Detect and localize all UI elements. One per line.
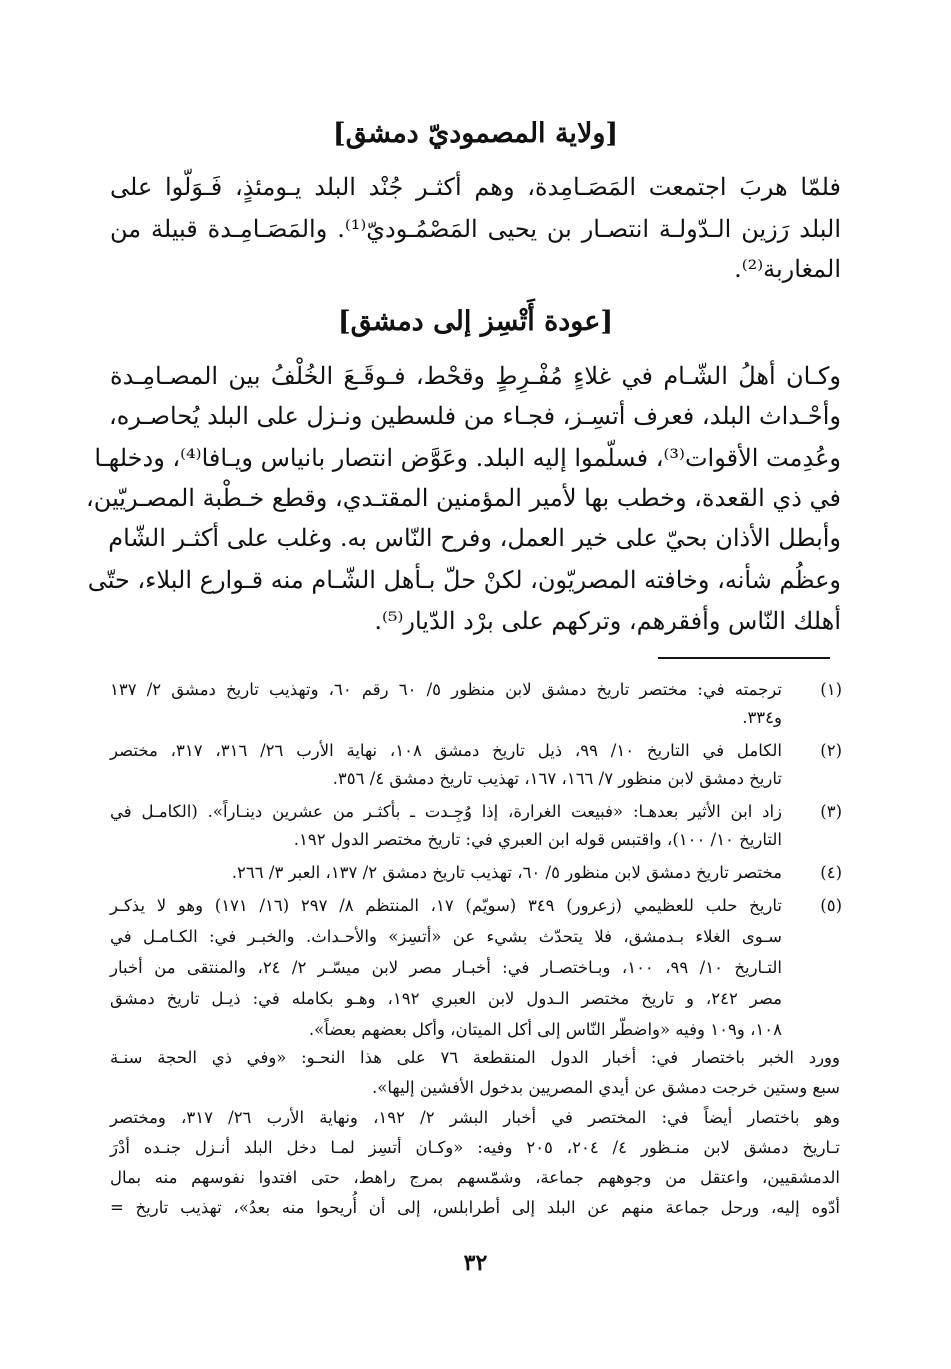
body-line: البلد رَزين الـدّولـة انتصـار بن يحيى المَصْمُـوديّ⁽¹⁾. والمَصَـامِـدة قبيلة من: [110, 215, 842, 243]
body-line: فلمّا هربَ اجتمعت المَصَـامِدة، وهم أكثـر جُنْد البلد يـومئذٍ، فَـوَلّوا على: [110, 173, 841, 201]
page-number: ٣٢: [463, 1250, 488, 1276]
footnote-continuation-line: سبع وستين خرجت دمشق عن أيدي المصريين بدخول الأفشين إليها».: [372, 1078, 840, 1097]
body-line: وكـان أهلُ الشّـام في غلاءٍ مُفْـرِطٍ وقحْط، فـوقَـعَ الخُلْفُ بين المصـامِـدة: [110, 362, 841, 390]
footnote-line: ترجمته في: مختصر تاريخ دمشق لابن منظور ٥/ ٦٠ رقم ٦٠، وتهذيب تاريخ دمشق ٢/ ١٣٧: [110, 680, 782, 699]
footnote-line: تاريخ حلب للعظيمي (زعرور) ٣٤٩ (سويّم) ١٧، المنتظم ٨/ ٢٩٧ (١٦/ ١٧١) وهو لا يذكـر: [110, 896, 782, 915]
footnote-number: (٣): [820, 802, 842, 821]
footnote-continuation-line: الدمشقيين، واعتقل من وجوههم جماعة، وشمّسهم بمرج راهط، حتى افتدوا نفوسهم منه بمال: [110, 1168, 840, 1187]
section-title-1: [ولاية المصموديّ دمشق]: [332, 118, 619, 149]
footnote-continuation-line: تـاريخ دمشق لابن منـظور ٤/ ٢٠٤، ٢٠٥ وفيه: «وكـان أتسِز لمـا دخل البلد أنـزل جنـده أدْرَ: [110, 1138, 840, 1157]
footnote-line: مصر ٢٤٢، و تاريخ مختصر الـدول لابن العبري ١٩٢، وهـو بكامله في: ذيـل تاريخ دمشق: [110, 989, 783, 1008]
footnote-line: زاد ابن الأثير بعدهـا: «فبيعت الغرارة، إذا وُجِـدت ـ بأكثـر من عشرين دينـاراً». (الكامـل في: [110, 802, 782, 821]
body-line: وأبطل الأذان بحيّ على خير العمل، وفرح النّاس به. وغلب على أكثـر الشّام: [108, 524, 841, 552]
footnote-number: (٤): [820, 863, 842, 882]
body-line: المغاربة⁽²⁾.: [734, 255, 841, 283]
footnote-line: تاريخ دمشق لابن منظور ٧/ ١٦٦، ١٦٧، تهذيب تاريخ دمشق ٤/ ٣٥٦.: [332, 769, 782, 788]
footnote-line: التـاريخ ١٠/ ٩٩، ١٠٠، وبـاختصـار في: أخبـار مصر لابن ميسّـر ٢/ ٢٤، والمنتقى من أخبار: [110, 958, 782, 977]
body-line: وعُدِمت الأقوات⁽³⁾، فسلّموا إليه البلد. وعَوَّض انتصار بانياس ويـافا⁽⁴⁾، ودخلهـا: [94, 444, 841, 472]
body-line: في ذي القعدة، وخطب بها لأمير المؤمنين المقتـدي، وقطع خـطْبة المصـريّين،: [86, 484, 841, 512]
footnote-line: الكامل في التاريخ ١٠/ ٩٩، ذيل تاريخ دمشق ١٠٨، نهاية الأرب ٢٦/ ٣١٦، ٣١٧، مختصر: [110, 741, 782, 760]
footnote-number: (٢): [820, 741, 842, 760]
footnote-line: مختصر تاريخ دمشق لابن منظور ٥/ ٦٠، تهذيب تاريخ دمشق ٢/ ١٣٧، العبر ٣/ ٢٦٦.: [231, 863, 782, 882]
footnote-line: و٣٣٤.: [742, 708, 782, 727]
footnote-continuation-line: وهو باختصار أيضاً في: المختصر في أخبار البشر ٢/ ١٩٢، ونهاية الأرب ٢٦/ ٣١٧، ومختصر: [110, 1108, 841, 1127]
footnote-line: التاريخ ١٠/ ١٠٠)، واقتبس قوله ابن العبري في: تاريخ مختصر الدول ١٩٢.: [293, 830, 782, 849]
footnote-number: (٥): [820, 896, 842, 915]
footnote-continuation-line: أدّوه إليه، ورحل جماعة منهم عن البلد إلى أطرابلس، إلى أن أُريحوا منه بعدُ»، تهذيب تاريخ =: [110, 1198, 840, 1217]
footnote-number: (١): [820, 680, 842, 699]
footnote-line: سـوى الغلاء بـدمشق، فلا يتحدّث بشيء عن «أتسِز» والأحـداث. والخبـر في: الكـامـل في: [110, 927, 782, 946]
body-line: أهلك النّاس وأفقرهم، وتركهم على برْد الدّيار⁽⁵⁾.: [374, 607, 841, 635]
footnote-separator: [658, 657, 830, 659]
section-title-2: [عودة أَتْسِز إلى دمشق]: [337, 306, 614, 337]
footnote-line: ١٠٨، و١٠٩ وفيه «واضطّر النّاس إلى أكل الميتان، وأكل بعضهم بعضاً».: [308, 1020, 782, 1039]
body-line: وعظُم شأنه، وخافته المصريّون، لكنْ حلّ بـأهل الشّـام منه قـوارع البلاء، حتّى: [87, 566, 841, 594]
body-line: وأحْـداث البلد، فعرف أتسِـز، فجـاء من فلسطين ونـزل على البلد يُحاصـره،: [109, 402, 841, 430]
footnote-continuation-line: وورد الخبر باختصار في: أخبار الدول المنقطعة ٧٦ على هذا النحـو: «وفي ذي الحجة سنـة: [110, 1048, 840, 1067]
